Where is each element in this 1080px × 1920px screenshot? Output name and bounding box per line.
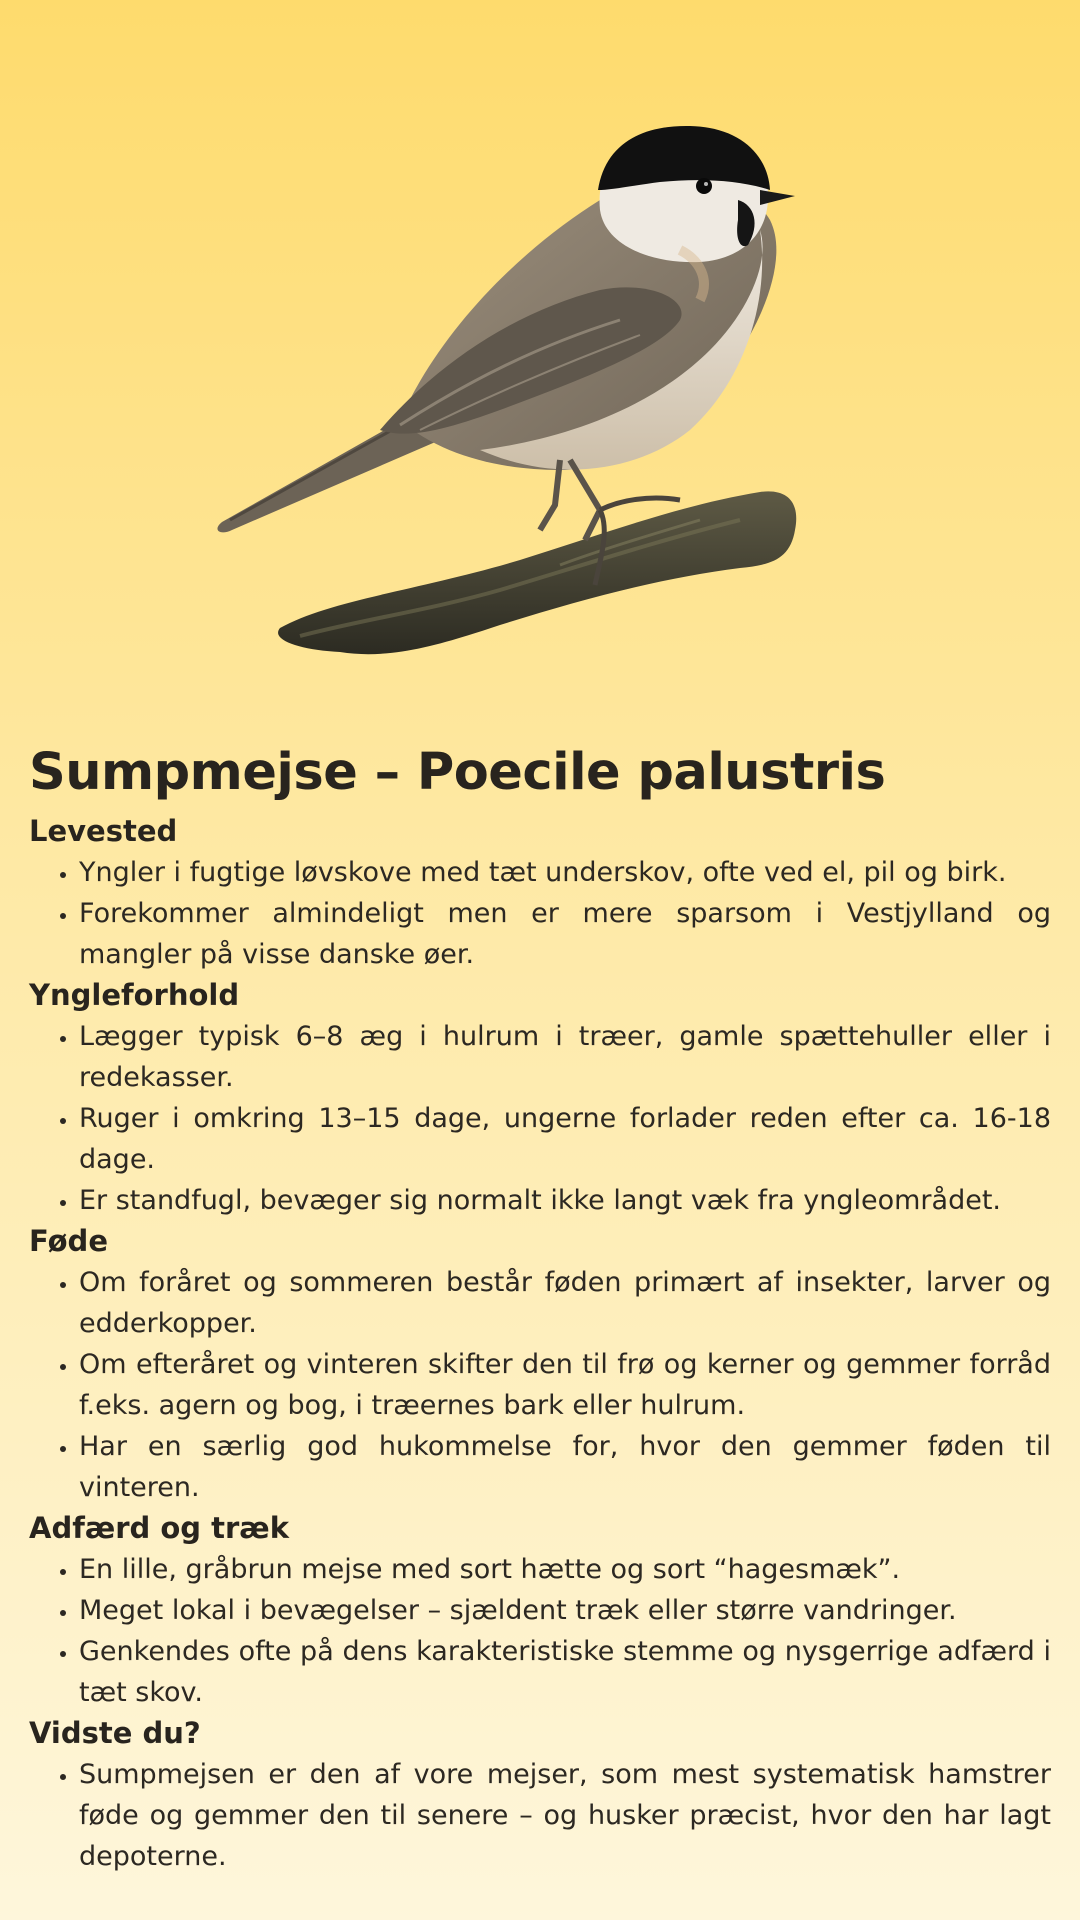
list-item: • Genkendes ofte på dens karakteristiske stemme og nysgerrige adfærd i tæt skov.: [79, 1631, 1051, 1713]
marsh-tit-bird-illustration-icon: [0, 0, 1080, 700]
list-item: • Sumpmejsen er den af vore mejser, som mest systematisk hamstrer føde og gemmer den til senere – og husker præcist, hvor den har lagt depoterne.: [79, 1754, 1051, 1877]
section-heading-vidste-du: Vidste du?: [29, 1716, 201, 1751]
section-heading-adfaerd: Adfærd og træk: [29, 1511, 289, 1546]
list-item: • Om foråret og sommeren består føden primært af insekter, larver og edderkopper.: [79, 1262, 1051, 1344]
list-item: • En lille, gråbrun mejse med sort hætte og sort “hagesmæk”.: [79, 1549, 1051, 1590]
section-list-yngleforhold: [29, 1016, 1051, 1221]
list-item: • Forekommer almindeligt men er mere sparsom i Vestjylland og mangler på visse danske øer.: [79, 893, 1051, 975]
section-list-vidste-du: [29, 1754, 1051, 1877]
section-heading-yngleforhold: Yngleforhold: [29, 978, 240, 1013]
list-item: • Har en særlig god hukommelse for, hvor den gemmer føden til vinteren.: [79, 1426, 1051, 1508]
list-item: • Er standfugl, bevæger sig normalt ikke langt væk fra yngleområdet.: [79, 1180, 1051, 1221]
list-item: • Meget lokal i bevægelser – sjældent træk eller større vandringer.: [79, 1590, 1051, 1631]
list-item: • Ruger i omkring 13–15 dage, ungerne forlader reden efter ca. 16-18 dage.: [79, 1098, 1051, 1180]
list-item: • Yngler i fugtige løvskove med tæt underskov, ofte ved el, pil og birk.: [79, 852, 1051, 893]
section-list-levested: [29, 852, 1051, 975]
article: [29, 742, 1051, 1877]
section-list-fode: [29, 1262, 1051, 1508]
hero-image: [0, 0, 1080, 700]
section-heading-fode: Føde: [29, 1224, 108, 1259]
list-item: • Lægger typisk 6–8 æg i hulrum i træer, gamle spættehuller eller i redekasser.: [79, 1016, 1051, 1098]
section-heading-levested: Levested: [29, 814, 178, 849]
page-title: Sumpmejse – Poecile palustris: [29, 743, 886, 802]
section-list-adfaerd: [29, 1549, 1051, 1713]
list-item: • Om efteråret og vinteren skifter den til frø og kerner og gemmer forråd f.eks. agern og bog, i træernes bark eller hulrum.: [79, 1344, 1051, 1426]
